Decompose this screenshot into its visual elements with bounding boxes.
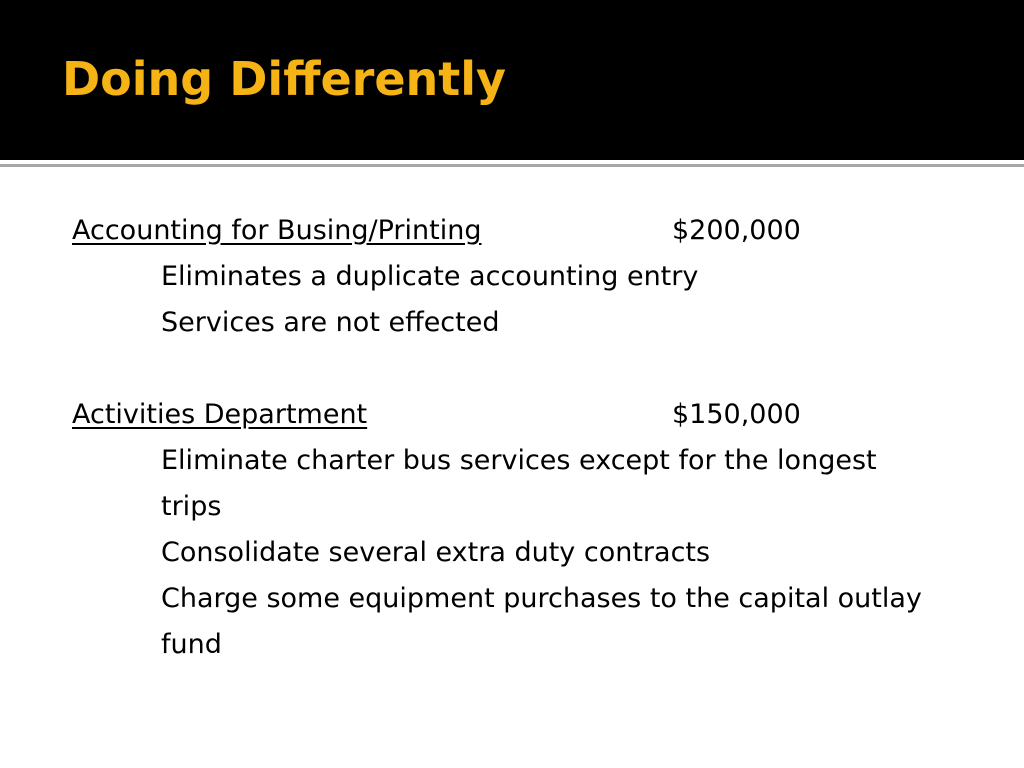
section-point: Eliminates a duplicate accounting entry (161, 261, 699, 292)
section-amount: $150,000 (672, 399, 801, 430)
section-point: Services are not effected (161, 307, 500, 338)
section-heading: Activities Department (72, 399, 368, 430)
section-heading-row (72, 208, 972, 254)
section-heading: Accounting for Busing/Printing (72, 215, 482, 246)
section-heading-row (72, 392, 972, 438)
title-bar (0, 0, 1024, 160)
section-spacer (72, 346, 972, 392)
slide-body (72, 208, 972, 668)
slide-title: Doing Differently (62, 52, 507, 106)
section-amount: $200,000 (672, 215, 801, 246)
section-point: Charge some equipment purchases to the capital outlay fund (161, 583, 922, 660)
title-divider-line (0, 164, 1024, 167)
section-accounting (72, 208, 972, 346)
section-point: Eliminate charter bus services except for the longest trips (161, 445, 877, 522)
section-point: Consolidate several extra duty contracts (161, 537, 711, 568)
section-activities (72, 392, 972, 668)
